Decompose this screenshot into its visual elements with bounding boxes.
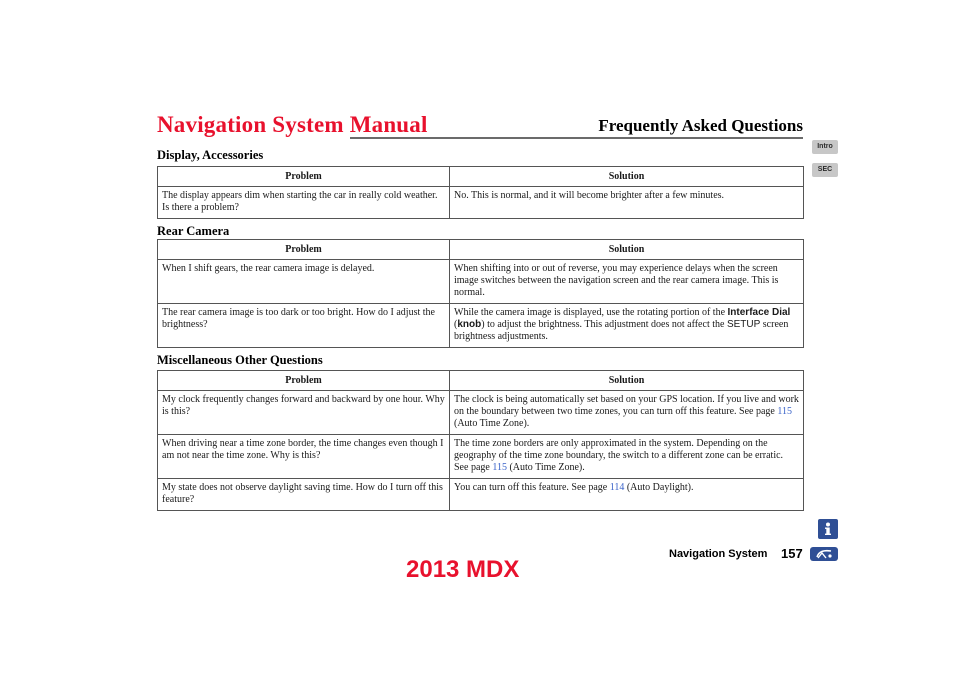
- problem-cell: My state does not observe daylight saving time. How do I turn off this feature?: [158, 479, 450, 511]
- page-link[interactable]: 115: [492, 462, 507, 473]
- table-header-row: [158, 167, 804, 187]
- misc-table: [157, 370, 804, 511]
- solution-header: Solution: [450, 240, 804, 260]
- problem-cell: My clock frequently changes forward and backward by one hour. Why is this?: [158, 391, 450, 435]
- problem-header: Problem: [158, 371, 450, 391]
- section-title: Frequently Asked Questions: [598, 116, 803, 135]
- rear-camera-heading: Rear Camera: [157, 224, 230, 238]
- misc-heading: Miscellaneous Other Questions: [157, 353, 323, 367]
- problem-cell: When driving near a time zone border, the time changes even though I am not near the time zone. Why is this?: [158, 435, 450, 479]
- page-number: 157: [781, 546, 803, 561]
- info-glyph: [822, 522, 834, 536]
- sec-tab[interactable]: SEC: [812, 163, 838, 177]
- solution-header: Solution: [450, 167, 804, 187]
- solution-text: (Auto Daylight).: [624, 482, 694, 493]
- solution-cell: [450, 304, 804, 348]
- knob-control: knob: [457, 319, 482, 330]
- solution-cell: [450, 479, 804, 511]
- rear-camera-table: [157, 239, 804, 348]
- manual-title: Navigation System Manual: [157, 112, 428, 137]
- page-link[interactable]: 115: [777, 406, 792, 417]
- table-row: [158, 479, 804, 511]
- problem-cell: The rear camera image is too dark or too bright. How do I adjust the brightness?: [158, 304, 450, 348]
- table-row: [158, 260, 804, 304]
- problem-cell: When I shift gears, the rear camera image is delayed.: [158, 260, 450, 304]
- home-glyph: [810, 547, 838, 561]
- solution-text: (Auto Time Zone).: [454, 418, 530, 429]
- table-row: [158, 391, 804, 435]
- title-rule: [350, 137, 803, 139]
- watermark: 2013 MDX: [406, 556, 520, 583]
- setup-control: SETUP: [726, 319, 761, 330]
- solution-cell: No. This is normal, and it will become brighter after a few minutes.: [450, 187, 804, 219]
- paren-text: (: [454, 319, 458, 330]
- intro-tab[interactable]: Intro: [812, 140, 838, 154]
- interface-dial-control: Interface Dial: [727, 307, 791, 318]
- home-icon[interactable]: [810, 547, 838, 561]
- table-row: [158, 304, 804, 348]
- page-link[interactable]: 114: [609, 482, 625, 493]
- solution-cell: When shifting into or out of reverse, you may experience delays when the screen image switches between the navigation screen and the rear camera image. This is normal.: [450, 260, 804, 304]
- solution-text: You can turn off this feature. See page: [454, 482, 610, 493]
- table-row: [158, 187, 804, 219]
- table-header-row: [158, 371, 804, 391]
- problem-header: Problem: [158, 167, 450, 187]
- solution-text: screen brightness adjustments.: [454, 319, 789, 342]
- table-row: [158, 435, 804, 479]
- solution-text: The clock is being automatically set based on your GPS location. If you live and work on the boundary between two time zones, you can turn off this feature. See page: [454, 394, 799, 417]
- info-icon[interactable]: [818, 519, 838, 539]
- solution-text: While the camera image is displayed, use the rotating portion of the: [454, 307, 726, 318]
- solution-cell: [450, 435, 804, 479]
- solution-text: ) to adjust the brightness. This adjustment does not affect the: [481, 319, 725, 330]
- table-header-row: [158, 240, 804, 260]
- solution-header: Solution: [450, 371, 804, 391]
- solution-text: (Auto Time Zone).: [506, 462, 585, 473]
- solution-cell: [450, 391, 804, 435]
- problem-cell: The display appears dim when starting the car in really cold weather. Is there a problem?: [158, 187, 450, 219]
- footer-label: Navigation System: [669, 548, 768, 560]
- solution-text: The time zone borders are only approximated in the system. Depending on the geography of the time zone boundary, the switch to a different zone can be erratic. See page: [454, 438, 784, 473]
- problem-header: Problem: [158, 240, 450, 260]
- display-heading: Display, Accessories: [157, 148, 264, 162]
- display-table: [157, 166, 804, 219]
